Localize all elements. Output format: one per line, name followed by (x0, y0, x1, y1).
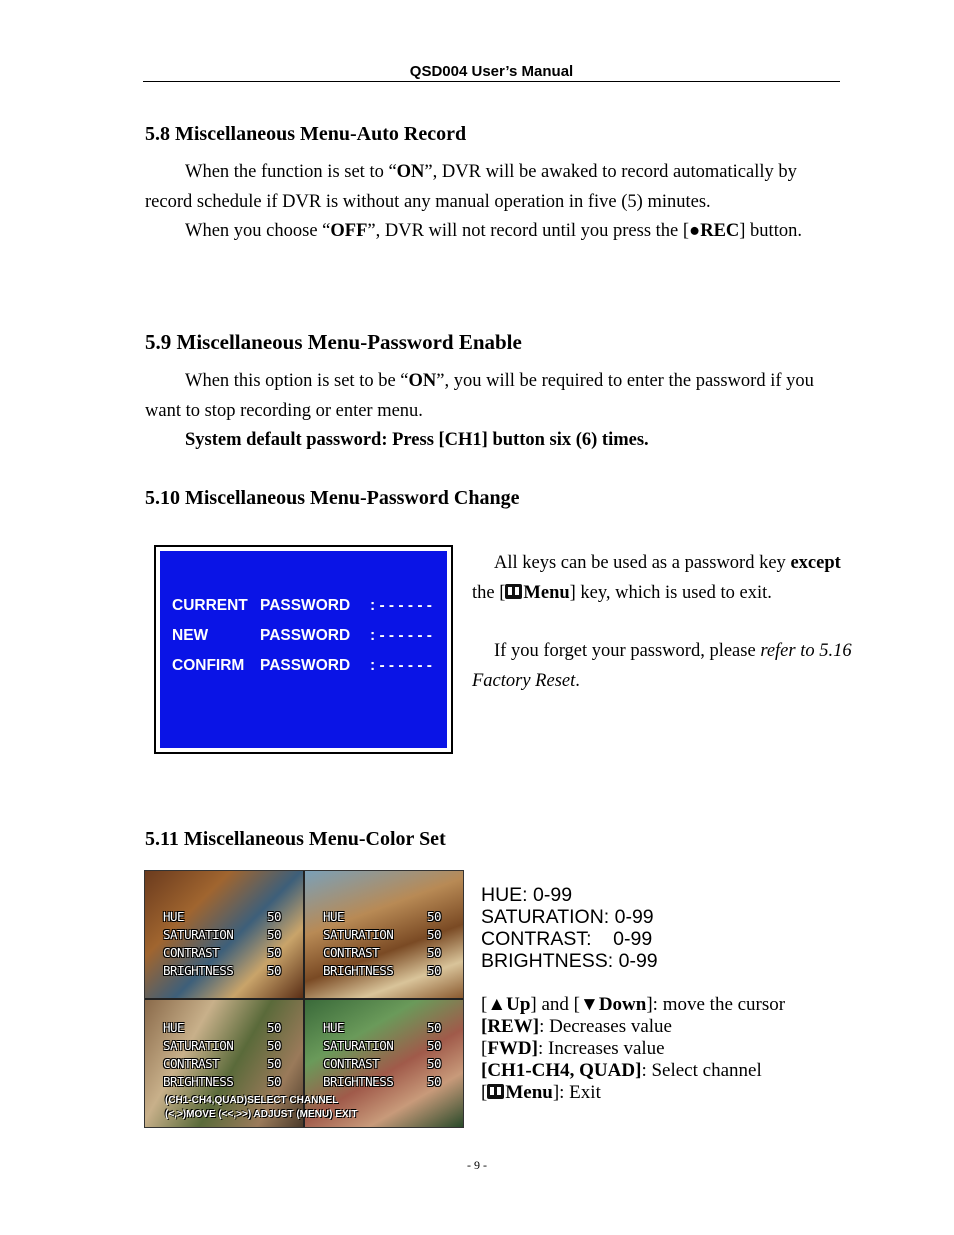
color-set-key-list (481, 994, 785, 1104)
section-5-10-title: 5.10 Miscellaneous Menu-Password Change (145, 487, 520, 509)
section-5-8-paragraph-1: When the function is set to “ON”, DVR will be awaked to record automatically by record schedule if DVR is without any manual operation in five (5) minutes. (145, 162, 797, 212)
hue-range: HUE: 0-99 (481, 884, 573, 906)
menu-book-icon (487, 1084, 504, 1099)
contrast-range: CONTRAST: 0-99 (481, 928, 653, 950)
key-up-down: [▲Up] and [▼Down]: move the cursor (481, 994, 786, 1015)
page-number: - 9 - (467, 1158, 487, 1172)
key-ch-quad: [CH1-CH4, QUAD]: Select channel (481, 1060, 762, 1081)
quad-footer-controls: (<,>)MOVE (<<,>>) ADJUST (MENU) EXIT (165, 1109, 358, 1120)
channel-1-view: HUE 50 SATURATION 50 CONTRAST 50 BRIGHTNESS 50 (145, 871, 303, 998)
section-5-9-default-password: System default password: Press [CH1] button six (6) times. (185, 430, 649, 450)
password-change-description: All keys can be used as a password key except the [ Menu] key, which is used to exit. (472, 553, 841, 603)
saturation-range: SATURATION: 0-99 (481, 906, 654, 928)
section-5-9-title: 5.9 Miscellaneous Menu-Password Enable (145, 330, 522, 354)
forgot-password-note: If you forget your password, please refer to 5.16 Factory Reset. (472, 641, 852, 691)
channel-3-view: HUE 50 SATURATION 50 CONTRAST 50 BRIGHTNESS 50 (145, 1000, 303, 1127)
color-set-quad-screenshot (144, 870, 464, 1128)
section-5-8-paragraph-2: When you choose “OFF”, DVR will not record until you press the [●REC] button. (185, 221, 802, 241)
section-5-8-title: 5.8 Miscellaneous Menu-Auto Record (145, 123, 467, 145)
channel-2-view: HUE 50 SATURATION 50 CONTRAST 50 BRIGHTNESS 50 (305, 871, 463, 998)
password-change-menu-screenshot (154, 545, 453, 754)
channel-4-view: HUE 50 SATURATION 50 CONTRAST 50 BRIGHTNESS 50 (305, 1000, 463, 1127)
section-5-9-paragraph-1: When this option is set to be “ON”, you will be required to enter the password if you want to stop recording or enter menu. (145, 371, 814, 421)
key-rew: [REW]: Decreases value (481, 1016, 672, 1037)
menu-book-icon (505, 584, 522, 599)
section-5-11-title: 5.11 Miscellaneous Menu-Color Set (145, 828, 446, 850)
brightness-range: BRIGHTNESS: 0-99 (481, 950, 658, 972)
quad-footer-select: (CH1-CH4,QUAD)SELECT CHANNEL (165, 1095, 339, 1106)
running-header: QSD004 User’s Manual (143, 62, 840, 82)
key-fwd: [FWD]: Increases value (481, 1038, 665, 1059)
color-ranges (481, 884, 658, 972)
key-menu: [ Menu]: Exit (481, 1082, 601, 1103)
password-menu-screen: CURRENT PASSWORD : - - - - - - NEW PASSWORD : - - - - - - CONFIRM PASSWORD : - - - - - - (160, 551, 447, 748)
